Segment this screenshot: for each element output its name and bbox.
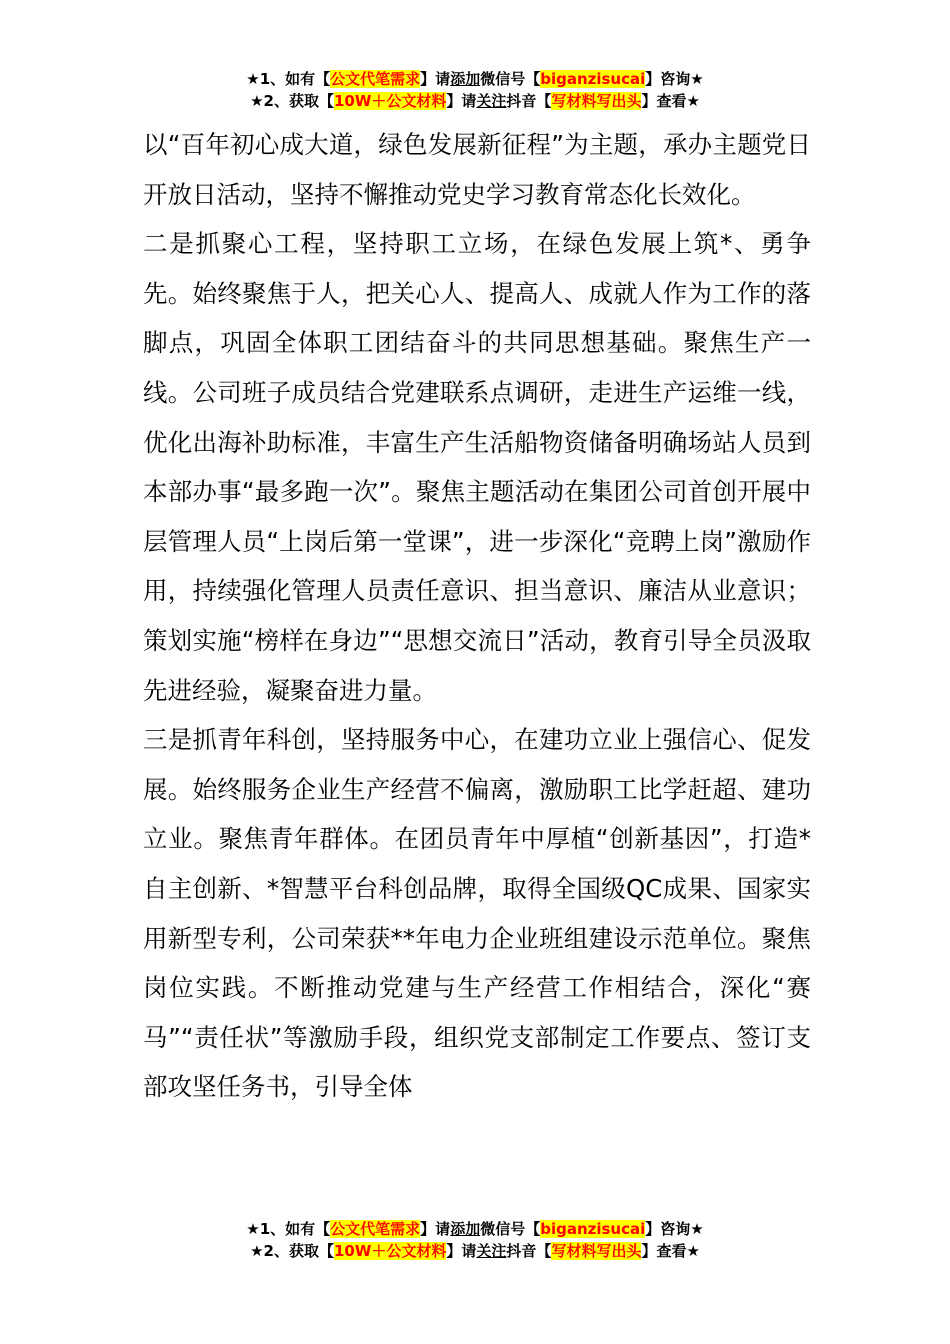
promo-line-2: ★2、获取【10W＋公文材料】请关注抖音【写材料写出头】查看★ <box>250 92 700 110</box>
highlight-wechat-id: biganzisucai <box>540 70 646 88</box>
promo-line-1: ★1、如有【公文代笔需求】请添加微信号【biganzisucai】咨询★ <box>246 1220 704 1238</box>
highlight-service: 公文代笔需求 <box>330 1220 421 1238</box>
promo-banner-bottom <box>0 1218 950 1262</box>
highlight-wechat-id: biganzisucai <box>540 1220 646 1238</box>
promo-line-2: ★2、获取【10W＋公文材料】请关注抖音【写材料写出头】查看★ <box>250 1242 700 1260</box>
promo-banner-top <box>0 68 950 112</box>
highlight-douyin: 写材料写出头 <box>551 92 642 110</box>
paragraph-2: 二是抓聚心工程，坚持职工立场，在绿色发展上筑*、勇争先。始终聚焦于人，把关心人、提高人、成就人作为工作的落脚点，巩固全体职工团结奋斗的共同思想基础。聚焦生产一线。公司班子成员结合党建联系点调研，走进生产运维一线，优化出海补助标准，丰富生产生活船物资储备明确场站人员到本部办事“最多跑一次”。聚焦主题活动在集团公司首创开展中层管理人员“上岗后第一堂课”，进一步深化“竞聘上岗”激励作用，持续强化管理人员责任意识、担当意识、廉洁从业意识；策划实施“榜样在身边”“思想交流日”活动，教育引导全员汲取先进经验，凝聚奋进力量。 <box>143 229 811 705</box>
highlight-service: 公文代笔需求 <box>330 70 421 88</box>
paragraph-3: 三是抓青年科创，坚持服务中心，在建功立业上强信心、促发展。始终服务企业生产经营不偏离，激励职工比学赶超、建功立业。聚焦青年群体。在团员青年中厚植“创新基因”，打造*自主创新、*智慧平台科创品牌，取得全国级QC成果、国家实用新型专利，公司荣获**年电力企业班组建设示范单位。聚焦岗位实践。不断推动党建与生产经营工作相结合，深化“赛马”“责任状”等激励手段，组织党支部制定工作要点、签订支部攻坚任务书，引导全体 <box>143 725 811 1102</box>
document-body <box>143 120 811 1112</box>
paragraph-1: 以“百年初心成大道，绿色发展新征程”为主题，承办主题党日开放日活动，坚持不懈推动党史学习教育常态化长效化。 <box>143 130 811 209</box>
promo-line-1: ★1、如有【公文代笔需求】请添加微信号【biganzisucai】咨询★ <box>246 70 704 88</box>
highlight-materials: 10W＋公文材料 <box>333 92 447 110</box>
highlight-materials: 10W＋公文材料 <box>333 1242 447 1260</box>
highlight-douyin: 写材料写出头 <box>551 1242 642 1260</box>
